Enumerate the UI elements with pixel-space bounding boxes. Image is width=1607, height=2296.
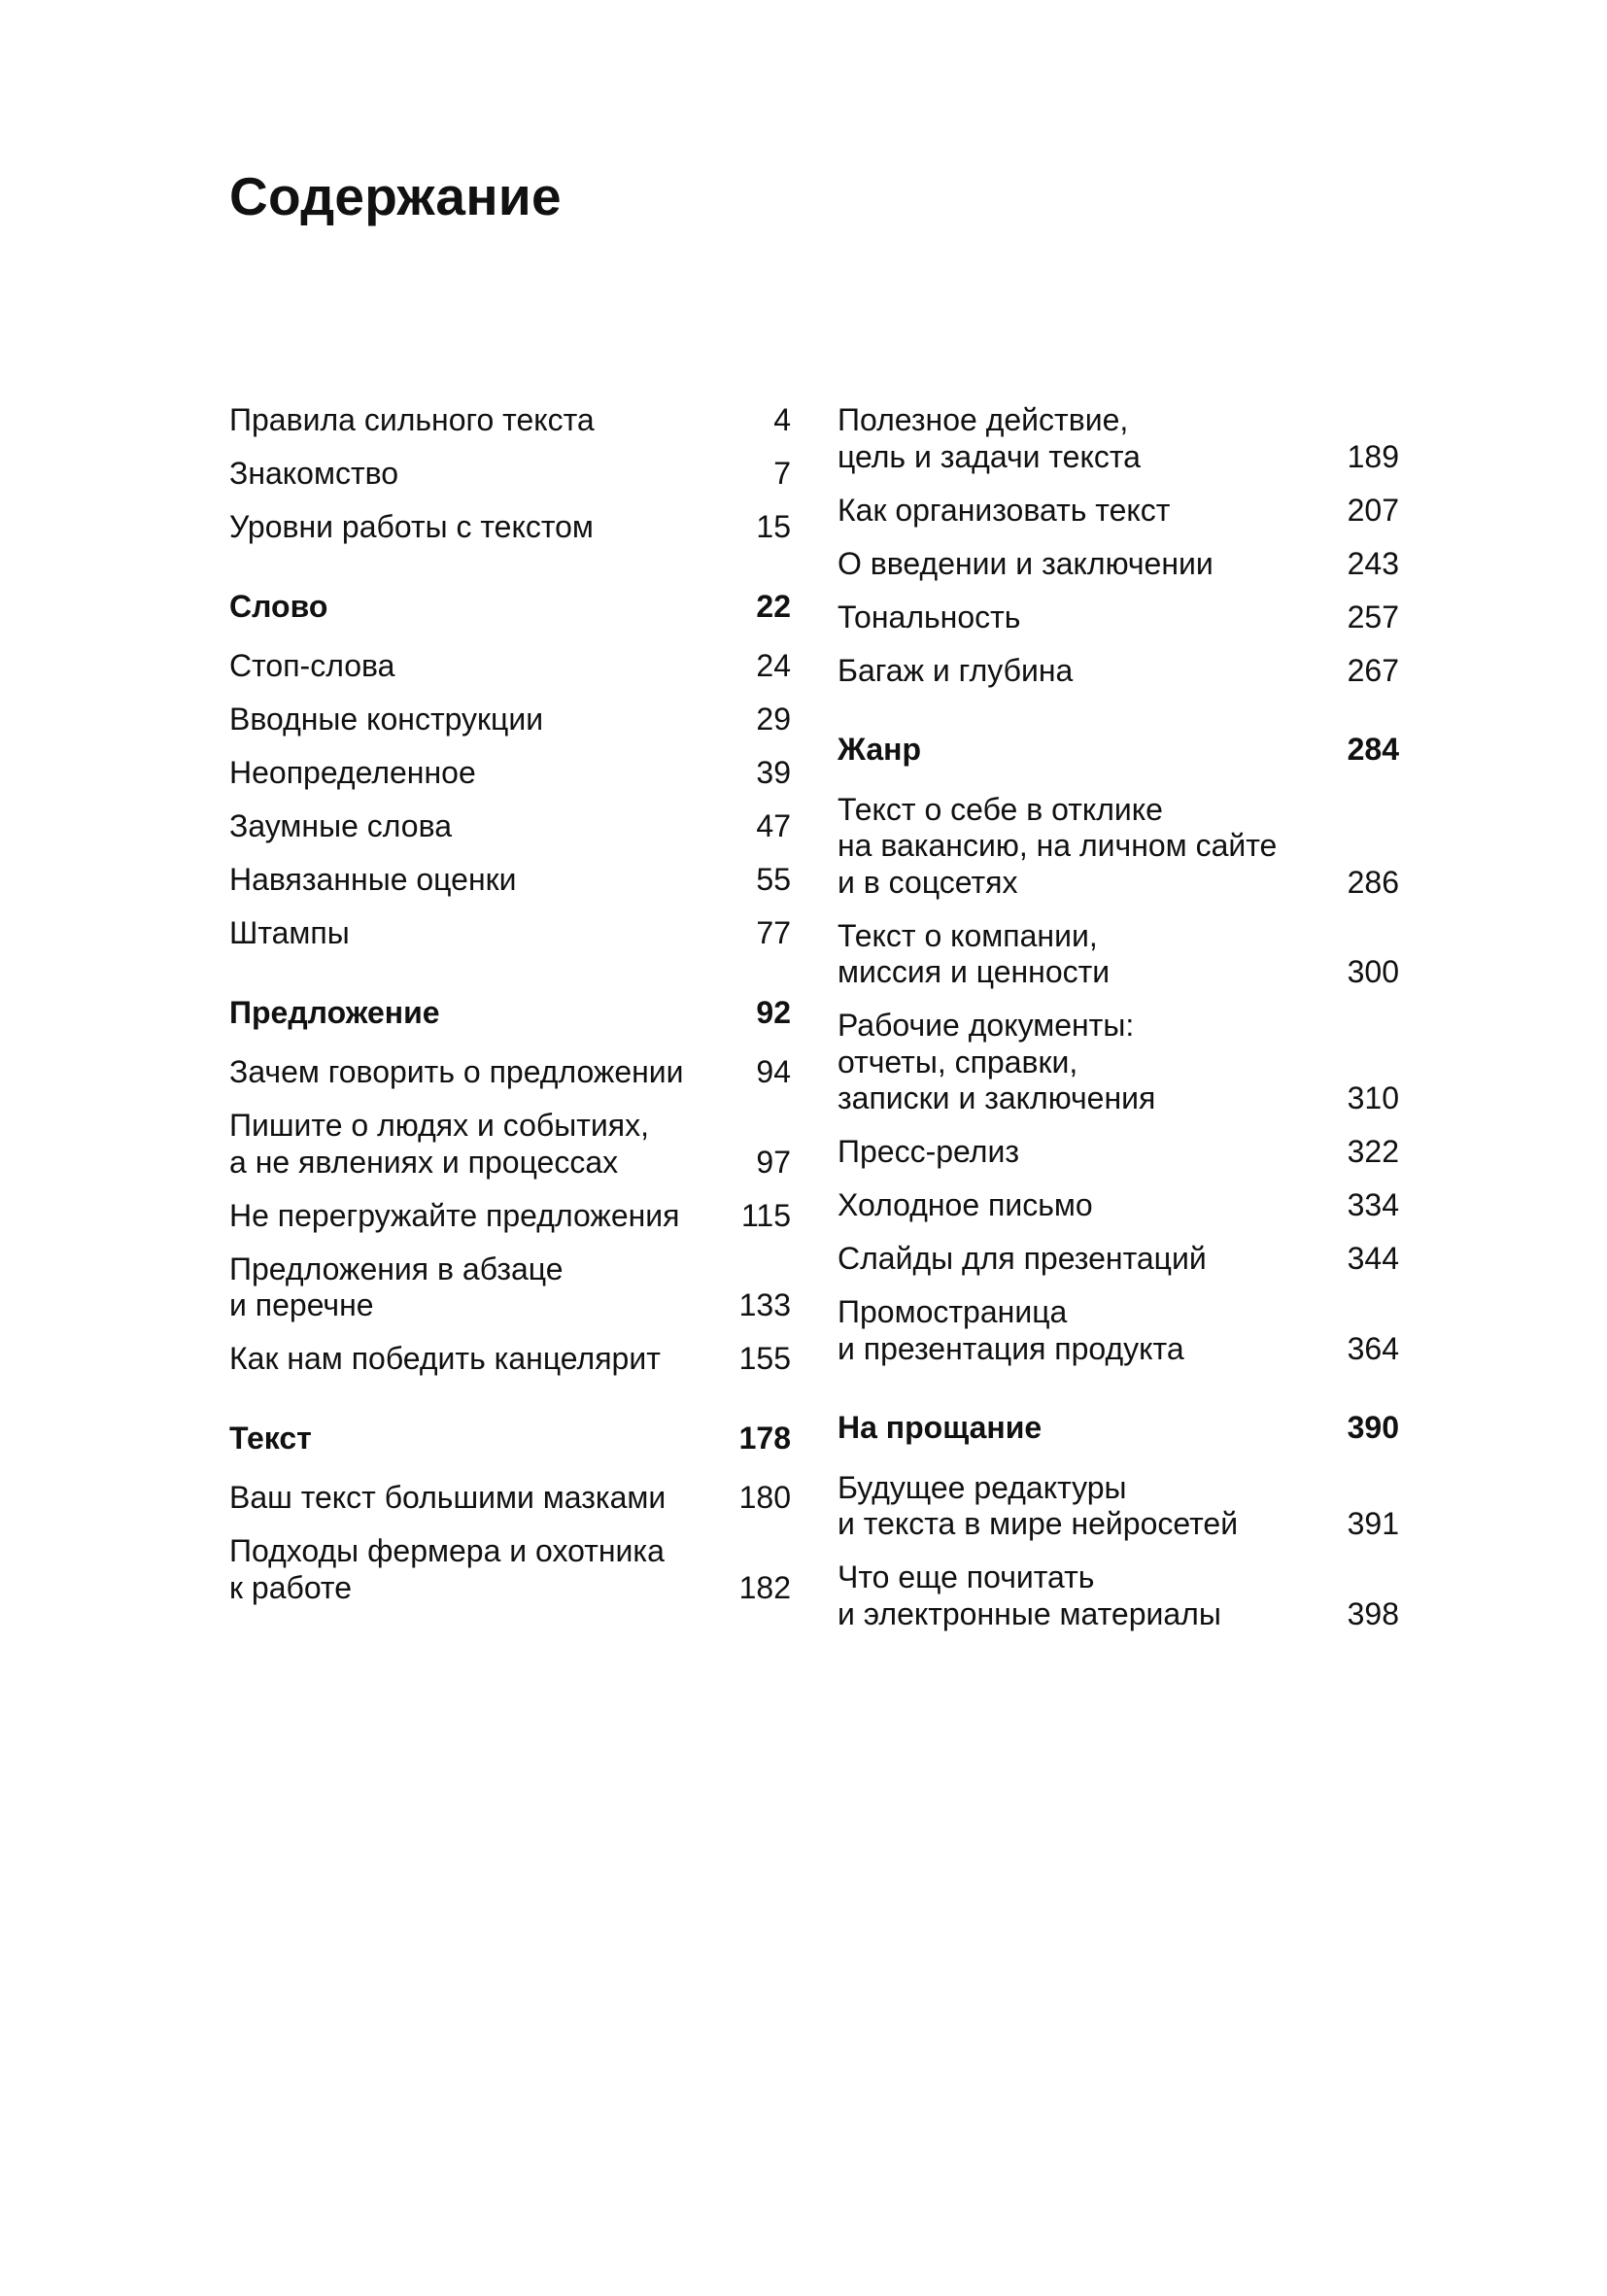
- toc-entry-title-line: Пишите о людях и событиях,: [229, 1108, 649, 1143]
- page-title: Содержание: [229, 166, 562, 226]
- toc-entry-title: [229, 862, 756, 899]
- toc-entry-title-line: и презентация продукта: [838, 1330, 1184, 1366]
- toc-entry-title: [838, 1187, 1348, 1224]
- toc-entry-title-line: Что еще почитать: [838, 1559, 1095, 1594]
- toc-entry[interactable]: [229, 1533, 791, 1606]
- toc-entry-title-line: Текст о себе в отклике: [838, 791, 1163, 827]
- toc-page-number: 77: [756, 915, 791, 950]
- toc-entry[interactable]: [838, 493, 1399, 530]
- toc-page-number: 310: [1347, 1080, 1399, 1115]
- toc-entry[interactable]: [838, 1134, 1399, 1171]
- toc-entry[interactable]: [838, 1008, 1399, 1117]
- toc-entry-title: [838, 1410, 1348, 1447]
- toc-entry-title-line: цель и задачи текста: [838, 438, 1141, 474]
- toc-page-number: 115: [740, 1197, 791, 1233]
- toc-entry[interactable]: [838, 1241, 1399, 1278]
- toc-entry-title: [838, 402, 1348, 475]
- toc-entry-title-line: Знакомство: [229, 456, 399, 491]
- toc-entry[interactable]: [229, 862, 791, 899]
- toc-entry-title-line: Как нам победить канцелярит: [229, 1341, 661, 1376]
- toc-entry-title: [229, 1054, 756, 1091]
- toc-page-number: 24: [756, 648, 791, 683]
- toc-page-number: 344: [1347, 1241, 1399, 1276]
- toc-entry-title: [229, 456, 773, 493]
- toc-page-number: 92: [756, 994, 791, 1030]
- toc-entry-title: [229, 648, 756, 685]
- toc-entry-title: [838, 1559, 1348, 1632]
- toc-page-number: 97: [756, 1144, 791, 1180]
- toc-entry-title-line: миссия и ценности: [838, 954, 1111, 989]
- toc-page-number: 398: [1347, 1595, 1399, 1631]
- toc-entry-title: [229, 808, 756, 845]
- toc-entry[interactable]: [229, 755, 791, 792]
- toc-entry-title-line: и электронные материалы: [838, 1595, 1221, 1631]
- toc-entry-title: [838, 546, 1348, 583]
- toc-entry-title-line: Вводные конструкции: [229, 702, 544, 737]
- toc-entry-title: [229, 1341, 739, 1378]
- toc-page-number: 322: [1347, 1134, 1399, 1169]
- toc-entry[interactable]: [229, 808, 791, 845]
- toc-entry-title-line: Не перегружайте предложения: [229, 1197, 680, 1233]
- toc-entry-title-line: Текст: [229, 1420, 312, 1456]
- toc-page-number: 22: [756, 588, 791, 624]
- toc-page-number: 284: [1347, 732, 1399, 767]
- toc-entry[interactable]: [838, 1470, 1399, 1543]
- toc-entry-title-line: Как организовать текст: [838, 492, 1171, 528]
- toc-entry-title-line: Багаж и глубина: [838, 652, 1074, 688]
- toc-entry-title-line: Предложения в абзаце: [229, 1251, 564, 1286]
- toc-entry-title-line: Предложение: [229, 994, 440, 1030]
- toc-page-number: 178: [738, 1420, 791, 1456]
- toc-entry-title: [838, 1294, 1348, 1367]
- toc-page-number: 243: [1347, 545, 1399, 581]
- toc-entry-title: [229, 1480, 739, 1517]
- toc-entry[interactable]: [838, 792, 1399, 902]
- toc-page-number: 4: [773, 402, 791, 437]
- toc-entry-title-line: Стоп-слова: [229, 648, 395, 683]
- toc-entry-title-line: Пресс-релиз: [838, 1134, 1019, 1169]
- toc-entry-title: [838, 1241, 1348, 1278]
- toc-entry[interactable]: [838, 1559, 1399, 1632]
- toc-entry[interactable]: [229, 648, 791, 685]
- toc-entry[interactable]: [838, 653, 1399, 690]
- toc-entry-title-line: и текста в мире нейросетей: [838, 1506, 1239, 1541]
- toc-entry-title: [838, 1134, 1348, 1171]
- toc-entry-title-line: Ваш текст большими мазками: [229, 1480, 667, 1515]
- toc-entry-title: [229, 402, 773, 439]
- toc-page-number: 300: [1347, 954, 1399, 989]
- toc-page-number: 47: [756, 808, 791, 843]
- toc-entry[interactable]: [229, 1480, 791, 1517]
- toc-section-heading[interactable]: [229, 1421, 791, 1457]
- toc-entry-title: [229, 1108, 756, 1181]
- toc-page-number: 29: [756, 702, 791, 737]
- toc-page-number: 391: [1347, 1506, 1399, 1541]
- toc-entry-title: [229, 1251, 739, 1324]
- toc-entry-title-line: Холодное письмо: [838, 1187, 1093, 1222]
- toc-entry-title-line: О введении и заключении: [838, 545, 1214, 581]
- toc-entry-title-line: а не явлениях и процессах: [229, 1144, 619, 1180]
- toc-entry-title: [838, 653, 1348, 690]
- toc-entry-title: [229, 1198, 741, 1235]
- toc-entry-title: [229, 755, 756, 792]
- toc-entry-title-line: Промостраница: [838, 1294, 1068, 1329]
- toc-entry-title-line: Зачем говорить о предложении: [229, 1054, 684, 1089]
- toc-section-heading[interactable]: [229, 589, 791, 626]
- toc-section-heading[interactable]: [838, 1410, 1399, 1447]
- toc-entry-title-line: на вакансию, на личном сайте: [838, 828, 1278, 863]
- toc-entry[interactable]: [229, 1054, 791, 1091]
- toc-entry-title-line: Навязанные оценки: [229, 862, 517, 897]
- toc-page-number: 7: [773, 456, 791, 491]
- toc-entry-title-line: На прощание: [838, 1410, 1043, 1445]
- toc-entry-title: [838, 1008, 1348, 1117]
- toc-entry-title-line: Полезное действие,: [838, 402, 1129, 437]
- toc-page-number: 155: [738, 1341, 791, 1376]
- toc-page-number: 182: [738, 1569, 791, 1605]
- toc-entry[interactable]: [229, 1108, 791, 1181]
- toc-page-number: 94: [756, 1054, 791, 1089]
- toc-entry-title: [229, 702, 756, 738]
- toc-page-number: 364: [1347, 1330, 1399, 1366]
- toc-page-number: 55: [756, 862, 791, 897]
- toc-entry-title: [229, 589, 756, 626]
- toc-entry-title: [838, 792, 1348, 902]
- toc-entry-title-line: Рабочие документы:: [838, 1008, 1135, 1043]
- toc-entry-title-line: Заумные слова: [229, 808, 453, 843]
- toc-entry[interactable]: [838, 546, 1399, 583]
- toc-entry[interactable]: [229, 1341, 791, 1378]
- toc-entry[interactable]: [838, 402, 1399, 475]
- toc-entry-title-line: Правила сильного текста: [229, 402, 595, 437]
- toc-page-number: 133: [738, 1287, 791, 1322]
- toc-entry-title-line: отчеты, справки,: [838, 1044, 1078, 1079]
- toc-entry-title-line: Уровни работы с текстом: [229, 509, 594, 544]
- toc-page-number: 267: [1347, 652, 1399, 688]
- toc-entry-title-line: и в соцсетях: [838, 864, 1018, 900]
- toc-entry[interactable]: [229, 1251, 791, 1324]
- toc-entry-title-line: Тональность: [838, 599, 1021, 634]
- toc-entry-title: [229, 1421, 739, 1457]
- toc-entry-title: [838, 1470, 1348, 1543]
- toc-entry-title: [838, 493, 1348, 530]
- toc-page-number: 390: [1347, 1410, 1399, 1445]
- toc-entry[interactable]: [229, 702, 791, 738]
- toc-entry-title-line: Подходы фермера и охотника: [229, 1533, 665, 1568]
- toc-entry[interactable]: [229, 456, 791, 493]
- toc-entry[interactable]: [838, 1187, 1399, 1224]
- toc-left-column: [229, 402, 791, 1624]
- toc-page-number: 15: [756, 509, 791, 544]
- toc-entry-title-line: Будущее редактуры: [838, 1469, 1127, 1505]
- toc-page-number: 286: [1347, 864, 1399, 900]
- toc-entry-title: [838, 918, 1348, 991]
- toc-page-number: 39: [756, 755, 791, 790]
- toc-entry-title-line: Неопределенное: [229, 755, 476, 790]
- toc-page-number: 257: [1347, 599, 1399, 634]
- toc-entry[interactable]: [229, 915, 791, 952]
- toc-entry-title-line: Слово: [229, 588, 328, 624]
- toc-entry-title: [229, 995, 756, 1032]
- toc-entry-title-line: Текст о компании,: [838, 917, 1098, 953]
- toc-entry[interactable]: [229, 402, 791, 439]
- toc-section-heading[interactable]: [229, 995, 791, 1032]
- toc-page-number: 207: [1347, 492, 1399, 528]
- toc-page-number: 180: [738, 1480, 791, 1515]
- toc-entry-title: [838, 732, 1348, 769]
- toc-entry-title: [838, 600, 1348, 636]
- toc-entry-title: [229, 1533, 739, 1606]
- toc-entry-title: [229, 509, 756, 546]
- toc-entry-title-line: записки и заключения: [838, 1080, 1156, 1115]
- toc-entry[interactable]: [229, 1198, 791, 1235]
- toc-entry[interactable]: [838, 918, 1399, 991]
- toc-entry[interactable]: [838, 1294, 1399, 1367]
- toc-entry-title-line: Жанр: [838, 732, 921, 767]
- toc-entry-title-line: и перечне: [229, 1287, 374, 1322]
- toc-entry[interactable]: [838, 600, 1399, 636]
- toc-page-number: 189: [1347, 438, 1399, 474]
- toc-entry-title-line: к работе: [229, 1569, 352, 1605]
- toc-page-number: 334: [1347, 1187, 1399, 1222]
- toc-entry-title-line: Слайды для презентаций: [838, 1241, 1207, 1276]
- toc-entry[interactable]: [229, 509, 791, 546]
- toc-entry-title: [229, 915, 756, 952]
- toc-entry-title-line: Штампы: [229, 915, 350, 950]
- toc-right-column: [838, 402, 1399, 1650]
- toc-section-heading[interactable]: [838, 732, 1399, 769]
